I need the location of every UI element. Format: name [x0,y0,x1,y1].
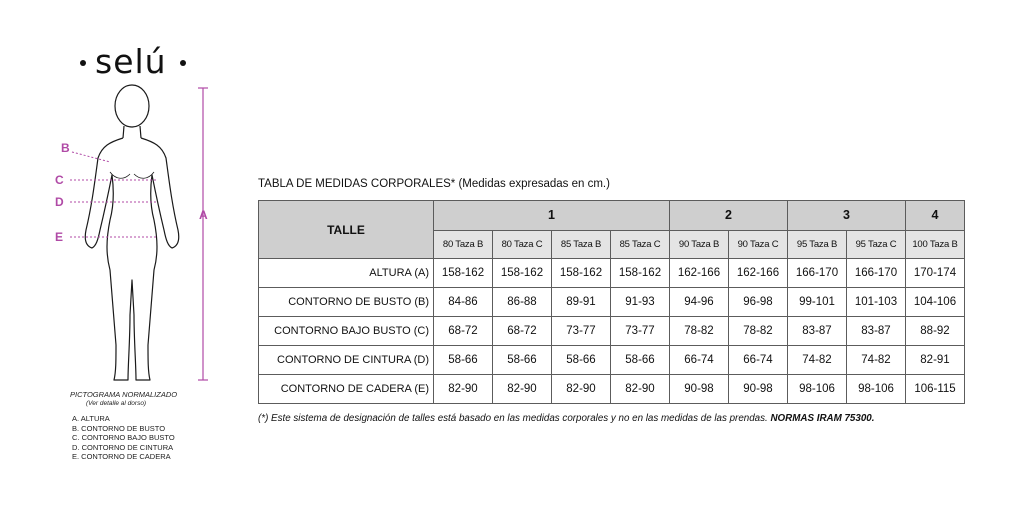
row-label: CONTORNO DE BUSTO (B) [259,288,434,317]
table-cell: 82-90 [434,375,493,404]
marker-e: E [55,230,64,244]
pictogram-caption [70,390,230,408]
size-table [258,200,965,404]
table-cell: 104-106 [906,288,965,317]
group-header: 2 [670,201,788,231]
pictogram-caption-sub: (Ver detalle al dorso) [86,400,147,407]
table-cell: 84-86 [434,288,493,317]
size-header: 90 Taza C [729,230,788,259]
size-header: 100 Taza B [906,230,965,259]
table-cell: 74-82 [847,346,906,375]
size-header: 80 Taza B [434,230,493,259]
table-cell: 82-90 [493,375,552,404]
group-header: 1 [434,201,670,231]
marker-a: A [199,208,208,222]
table-cell: 78-82 [729,317,788,346]
size-header: 85 Taza B [552,230,611,259]
size-header: 95 Taza C [847,230,906,259]
table-cell: 98-106 [788,375,847,404]
table-cell: 73-77 [552,317,611,346]
table-cell: 83-87 [847,317,906,346]
logo-dot-right [180,60,186,66]
table-cell: 99-101 [788,288,847,317]
group-header: 3 [788,201,906,231]
body-silhouette [40,80,240,390]
table-cell: 89-91 [552,288,611,317]
group-header-row [259,201,965,231]
table-cell: 88-92 [906,317,965,346]
row-label: ALTURA (A) [259,259,434,288]
table-cell: 166-170 [847,259,906,288]
table-row [259,317,965,346]
footnote [258,413,874,424]
legend-item: C. CONTORNO BAJO BUSTO [72,433,175,443]
table-cell: 58-66 [434,346,493,375]
table-cell: 66-74 [729,346,788,375]
row-label: CONTORNO BAJO BUSTO (C) [259,317,434,346]
size-header: 95 Taza B [788,230,847,259]
table-cell: 94-96 [670,288,729,317]
table-cell: 91-93 [611,288,670,317]
legend-item: A. ALTURA [72,414,110,423]
table-cell: 90-98 [729,375,788,404]
table-cell: 96-98 [729,288,788,317]
talle-header: TALLE [259,201,434,259]
legend-item: E. CONTORNO DE CADERA [72,452,171,462]
table-cell: 78-82 [670,317,729,346]
table-cell: 58-66 [611,346,670,375]
table-cell: 86-88 [493,288,552,317]
table-cell: 106-115 [906,375,965,404]
measurement-legend [72,414,175,462]
table-cell: 98-106 [847,375,906,404]
table-cell: 162-166 [729,259,788,288]
table-cell: 58-66 [493,346,552,375]
marker-b: B [61,141,70,155]
table-row [259,259,965,288]
table-cell: 158-162 [552,259,611,288]
table-cell: 162-166 [670,259,729,288]
table-cell: 166-170 [788,259,847,288]
table-cell: 82-91 [906,346,965,375]
table-cell: 66-74 [670,346,729,375]
pictogram-caption-title: PICTOGRAMA NORMALIZADO [70,390,178,399]
size-header: 85 Taza C [611,230,670,259]
table-cell: 68-72 [434,317,493,346]
footnote-text: (*) Este sistema de designación de talles está basado en las medidas corporales y no en las medidas de las prendas. [258,413,768,424]
size-header: 90 Taza B [670,230,729,259]
table-row [259,346,965,375]
table-cell: 82-90 [611,375,670,404]
table-cell: 158-162 [611,259,670,288]
table-cell: 82-90 [552,375,611,404]
marker-c: C [55,173,64,187]
group-header: 4 [906,201,965,231]
logo-text: selú [95,42,167,81]
legend-item: B. CONTORNO DE BUSTO [72,423,166,433]
table-title: TABLA DE MEDIDAS CORPORALES* (Medidas expresadas en cm.) [258,178,610,190]
logo-dot-left [80,60,86,66]
table-cell: 101-103 [847,288,906,317]
brand-logo [74,42,194,82]
table-cell: 68-72 [493,317,552,346]
table-cell: 58-66 [552,346,611,375]
footnote-norm: NORMAS IRAM 75300. [770,413,875,424]
body-pictogram [40,80,240,390]
table-row [259,375,965,404]
row-label: CONTORNO DE CINTURA (D) [259,346,434,375]
table-cell: 158-162 [493,259,552,288]
table-row [259,288,965,317]
table-cell: 73-77 [611,317,670,346]
row-label: CONTORNO DE CADERA (E) [259,375,434,404]
table-cell: 83-87 [788,317,847,346]
table-cell: 158-162 [434,259,493,288]
table-cell: 170-174 [906,259,965,288]
legend-item: D. CONTORNO DE CINTURA [72,442,174,452]
table-cell: 74-82 [788,346,847,375]
marker-d: D [55,195,64,209]
table-cell: 90-98 [670,375,729,404]
size-header: 80 Taza C [493,230,552,259]
